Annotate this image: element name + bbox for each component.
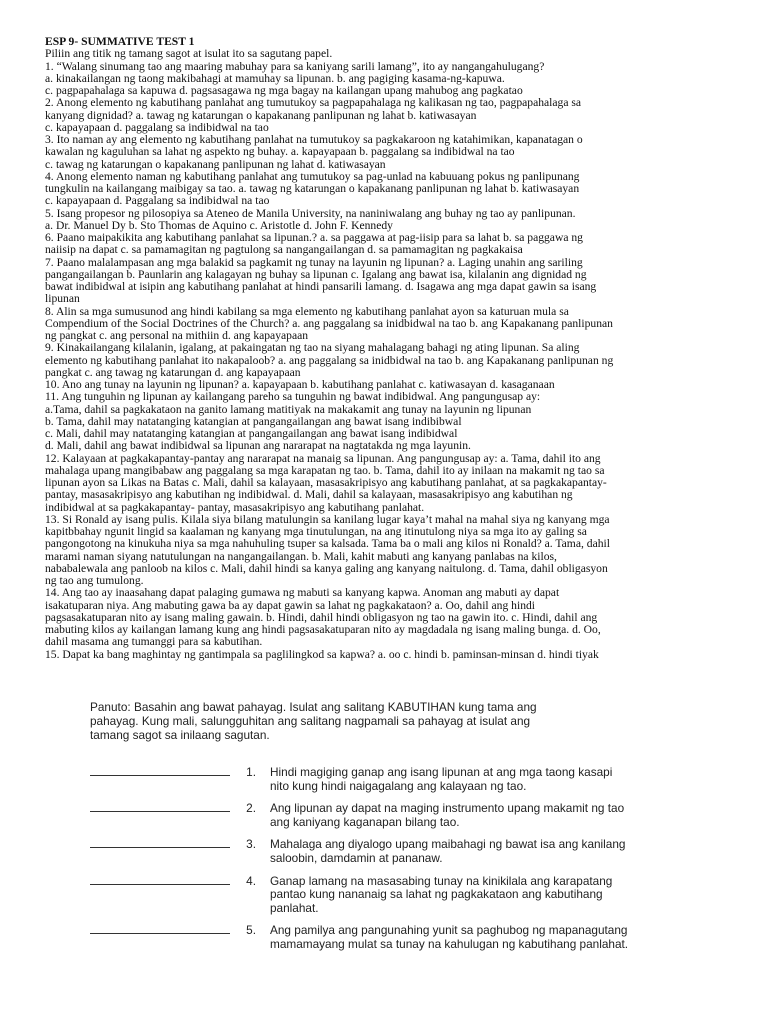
answer-blank[interactable] [90,766,230,776]
answer-item [90,838,690,865]
answer-blank[interactable] [90,875,230,885]
test-document [45,36,725,661]
item-line: nito kung hindi naigagalang ang kalayaan ng tao. [270,778,527,793]
test-line: a.Tama, dahil sa pagkakataon na ganito lamang matitiyak na makakamit ang tunay na layunin ng lipunan [45,402,532,416]
item-line: Ang pamilya ang pangunahing yunit sa paghubog ng mapanagutang [270,923,628,938]
item-number: 3. [246,837,256,852]
test-line: c. tawag ng katarungan o kapakanang panlipunan ng lahat d. katiwasayan [45,157,386,171]
test-line: pangkat c. ang tawag ng katarungan d. ang kapayapaan [45,365,301,379]
test-line: 12. Kalayaan at pagkakapantay-pantay ang nararapat na manaig sa lipunan. Ang pangungusap ay: a. Tama, dahil ito ang [45,451,601,465]
item-line: ang kaniyang kaganapan bilang tao. [270,814,460,829]
test-line: a. kinakailangan ng taong makibahagi at mamuhay sa lipunan. b. ang pagiging kasama-ng-kapuwa. [45,71,505,85]
item-line: saloobin, damdamin at pananaw. [270,850,443,865]
test-line: indibidwal at sa pagkakapantay- pantay, masasakripisyo ang kabutihang panlahat. [45,500,425,514]
test-line: c. Mali, dahil may natatanging katangian at pangangailangan ang bawat isang indibidwal [45,427,458,440]
answer-item [90,924,690,951]
test-line: isakatuparan niya. Ang mabuting gawa ba ay dapat gawin sa lahat ng pagkakataon? a. Oo, dahil ang hindi [45,598,536,612]
answer-items [90,766,690,961]
item-text [270,766,612,793]
test-line: kawalan ng kaguluhan sa lahat ng aspekto ng buhay. a. kapayapaan b. paggalang sa indibidwal na tao [45,145,515,159]
test-line: 8. Alin sa mga sumusunod ang hindi kabilang sa mga elemento ng kabutihang panlahat ayon sa katuruan mula sa [45,304,569,318]
answer-item [90,766,690,793]
item-line: Ganap lamang na masasabing tunay na kinikilala ang karapatang [270,873,613,888]
item-line: mamamayang mulat sa tunay na kahulugan ng kabutihang panlahat. [270,936,629,951]
test-line: 9. Kinakailangang kilalanin, igalang, at pakaingatan ng tao na siyang mahalagang bahagi ng ating lipunan. Sa aling [45,341,580,355]
test-line: 13. Si Ronald ay isang pulis. Kilala siya bilang matulungin sa kanilang lugar kaya’t mahal na mahal siya ng kanyang mga [45,512,610,526]
test-line: 5. Isang propesor ng pilosopiya sa Ateneo de Manila University, na naniniwalang ang buhay ng tao ay panlipunan. [45,206,576,220]
test-line: 6. Paano maipakikita ang kabutihang panlahat sa lipunan.? a. sa paggawa at pag-iisip para sa lahat b. sa paggawa ng [45,231,583,244]
test-line: 10. Ano ang tunay na layunin ng lipunan? a. kapayapaan b. kabutihang panlahat c. katiwasayan d. kasaganaan [45,378,555,391]
item-line: Mahalaga ang diyalogo upang maibahagi ng bawat isa ang kanilang [270,837,626,852]
instruction-line: Piliin ang titik ng tamang sagot at isulat ito sa sagutang papel. [45,47,333,61]
answer-blank[interactable] [90,838,230,848]
panuto-line: tamang sagot sa inilaang sagutan. [90,727,270,742]
item-line: Ang lipunan ay dapat na maging instrumento upang makamit ng tao [270,801,625,816]
test-line: mahalaga upang mangibabaw ang paggalang sa mga karapatan ng tao. b. Tama, dahil ito ay inilaan na makamit ng tao sa [45,463,605,477]
test-line: 3. Ito naman ay ang elemento ng kabutihang panlahat na tumutukoy sa pagkakaroon ng katahimikan, kapanatagan o [45,133,583,146]
item-line: Hindi magiging ganap ang isang lipunan at ang mga taong kasapi [270,765,613,779]
answer-blank[interactable] [90,802,230,812]
test-line: nababalewala ang panloob na kilos c. Mali, dahil hindi sa kanya galing ang kanyang naitulong. d. Tama, dahil obligasyon [45,561,608,575]
test-line: Compendium of the Social Doctrines of the Church? a. ang paggalang sa inidbidwal na tao b. ang Kapakanang panlipunan [45,316,613,330]
panuto-line: Panuto: Basahin ang bawat pahayag. Isulat ang salitang KABUTIHAN kung tama ang [90,700,537,714]
answer-blank[interactable] [90,924,230,934]
test-line: lipunan [45,292,80,306]
answer-item [90,875,690,916]
test-title: ESP 9- SUMMATIVE TEST 1 [45,35,195,48]
test-line: pagsasakatuparan nito ay isang maling gawain. b. Hindi, dahil hindi obligasyon ng tao na gawin ito. c. Hindi, dahil ang [45,610,598,624]
item-number: 2. [246,801,256,816]
test-line: bawat indibidwal at isipin ang kabutihang panlahat at hindi pansarili lamang. d. Isagawa ang mga dapat gawin sa isang [45,280,597,293]
test-line: 14. Ang tao ay inaasahang dapat palaging gumawa ng mabuti sa kanyang kapwa. Anoman ang mabuti ay dapat [45,586,560,600]
test-line: 15. Dapat ka bang maghintay ng gantimpala sa paglilingkod sa kapwa? a. oo c. hindi b. paminsan-minsan d. hindi tiyak [45,647,599,661]
test-line: 4. Anong elemento naman ng kabutihang panlahat ang tumutukoy sa pag-unlad na kabuuang pokus ng panlipunang [45,169,580,183]
test-line: mabuting kilos ay kailangan lamang kung ang hindi pagsasakatuparan nito ay magdadala ng isang maling bunga. d. Oo, [45,623,601,636]
test-line: b. Tama, dahil may natatanging katangian at pangangailangan ang bawat isang indibibwal [45,414,462,428]
panuto-instructions [90,701,690,742]
test-line: c. kapayapaan d. Paggalang sa indibidwal na tao [45,194,270,208]
item-text [270,875,612,916]
test-line: dahil masama ang tumanggi para sa kabutihan. [45,635,263,649]
answer-item [90,802,690,829]
test-line: a. Dr. Manuel Dy b. Sto Thomas de Aquino c. Aristotle d. John F. Kennedy [45,218,393,232]
test-line: d. Mali, dahil ang bawat indibidwal sa lipunan ang nararapat na nagtatakda ng mga layunin. [45,439,471,453]
test-line: ng pangkat c. ang personal na mithiin d. ang kapayapaan [45,329,309,342]
test-line: kanyang dignidad? a. tawag ng katarungan o kapakanang panlipunan ng lahat b. katiwasayan [45,108,477,122]
test-line: 11. Ang tunguhin ng lipunan ay kailangang pareho sa tunguhin ng bawat indibidwal. Ang pangungusap ay: [45,390,541,404]
test-line: tungkulin na kailangang maibigay sa tao. a. tawag ng katarungan o kapakanang panlipunan ng lahat b. katiwasayan [45,182,580,195]
item-number: 5. [246,923,256,938]
test-line: c. pagpapahalaga sa kapuwa d. pagsasagawa ng mga bagay na kailangan upang mahubog ang pagkatao [45,84,523,97]
test-line: 1. “Walang sinumang tao ang maaring mabuhay para sa kaniyang sarili lamang”, ito ay nangangahulugang? [45,59,545,73]
item-number: 1. [246,765,256,779]
test-line: ng tao ang tumulong. [45,574,144,587]
test-line: marami naman siyang natutulungan na nangangailangan. b. Mali, kahit mabuti ang kanyang panlabas na kilos, [45,549,557,563]
test-line: c. kapayapaan d. paggalang sa indibidwal na tao [45,120,269,134]
test-line: pangongotong na kinukuha niya sa mga nahuhuling tsuper sa kalsada. Tama ba o mali ang kilos ni Ronald? a. Tama, dahil [45,537,610,551]
item-text [270,924,628,951]
test-line: naiisip na dapat c. sa pamamagitan ng pagtulong sa nangangailangan d. sa pamamagitan ng pagkakaisa [45,243,523,257]
test-line: 2. Anong elemento ng kabutihang panlahat ang tumutukoy sa pagpapahalaga ng kalikasan ng tao, pagpapahalaga sa [45,96,582,110]
panuto-line: pahayag. Kung mali, salungguhitan ang salitang nagpamali sa pahayag at isulat ang [90,713,531,728]
item-line: panlahat. [270,900,319,915]
item-text [270,838,626,865]
test-line: pangangailangan b. Paunlarin ang kalagayan ng buhay sa lipunan c. Igalang ang bawat isa, kilalanin ang dignidad ng [45,267,587,281]
item-text [270,802,624,829]
test-line: lipunan ayon sa Likas na Batas c. Mali, dahil sa kalayaan, masasakripisyo ang kabutihang panlahat, at sa pagkakapantay- [45,476,607,489]
item-line: pantao kung nananaig sa lahat ng pagkakataon ang kabutihang [270,887,603,902]
test-line: 7. Paano malalampasan ang mga balakid sa pagkamit ng tunay na layunin ng lipunan? a. Laging unahin ang sariling [45,255,583,269]
test-line: pantay, masasakripisyo ang kabutihan ng indibidwal. d. Mali, dahil sa kalayaan, masasakripisyo ang kabutihan ng [45,488,573,502]
test-line: kapitbbahay ngunit lingid sa kaalaman ng kanyang mga tinutulungan, na ang itinutulong niya sa mga ito ay galing sa [45,525,587,538]
test-line: elemento ng kabutihang panlahat ito nakapaloob? a. ang paggalang sa inidbidwal na tao b. ang Kapakanang panlipunan ng [45,353,614,367]
item-number: 4. [246,873,256,888]
